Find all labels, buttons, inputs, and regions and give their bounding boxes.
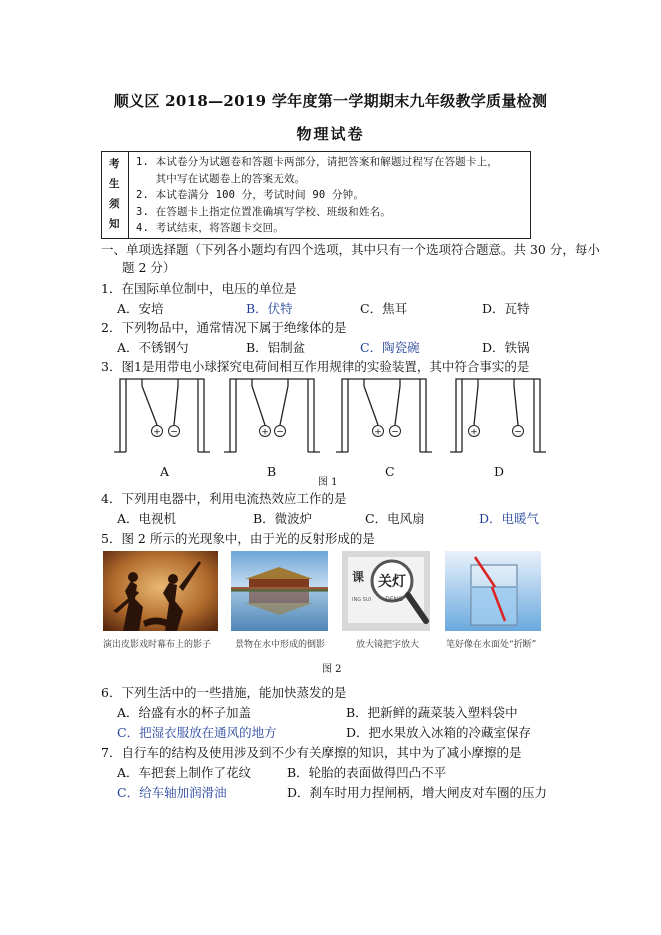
- notice-side-char: 知: [109, 218, 120, 230]
- charge-label: +: [374, 427, 382, 438]
- notice-line: 1. 本试卷分为试题卷和答题卡两部分，请把答案和解题过程写在答题卡上，: [136, 156, 498, 168]
- notice-line: 2. 本试卷满分 100 分，考试时间 90 分钟。: [136, 189, 365, 201]
- q3-option-d[interactable]: D: [494, 464, 505, 479]
- notice-lines: [136, 154, 498, 237]
- q7-option-c[interactable]: C．给车轴加润滑油: [117, 785, 227, 800]
- photo-caption: 笔好像在水面处“折断”: [446, 640, 537, 650]
- q1-option-b[interactable]: B．伏特: [246, 301, 293, 316]
- sign-magnified-text: 关灯: [378, 574, 406, 590]
- charge-label: +: [261, 427, 269, 438]
- exam-title: 顺义区 2018—2019 学年度第一学期期末九年级教学质量检测: [113, 92, 548, 110]
- q6-option-a[interactable]: A．给盛有水的杯子加盖: [117, 705, 252, 720]
- charge-label: −: [276, 427, 284, 438]
- question-6-stem: 6．下列生活中的一些措施，能加快蒸发的是: [101, 685, 347, 700]
- section-heading: 一、单项选择题（下列各小题均有四个选项，其中只有一个选项符合题意。共 30 分，每小: [101, 242, 600, 257]
- q2-option-c[interactable]: C．陶瓷碗: [360, 340, 420, 355]
- notice-side-char: 考: [109, 158, 120, 170]
- apparatus-b: [224, 379, 320, 452]
- q3-option-a[interactable]: A: [160, 464, 170, 479]
- apparatus-d: [450, 379, 546, 452]
- photo-caption: 景物在水中形成的倒影: [235, 640, 326, 650]
- q2-option-d[interactable]: D．铁锅: [482, 340, 530, 355]
- photo-caption: 演出皮影戏时幕布上的影子: [103, 640, 212, 650]
- q4-option-c[interactable]: C．电风扇: [365, 511, 425, 526]
- q1-option-c[interactable]: C．焦耳: [360, 301, 408, 316]
- question-7-stem: 7．自行车的结构及使用涉及到不少有关摩擦的知识，其中为了减小摩擦的是: [101, 745, 522, 760]
- charge-label: −: [514, 427, 522, 438]
- notice-line: 4. 考试结束，将答题卡交回。: [136, 222, 284, 234]
- q6-option-c[interactable]: C．把湿衣服放在通风的地方: [117, 725, 277, 740]
- notice-side-label: [102, 152, 129, 238]
- sign-char: 课: [352, 570, 365, 584]
- notice-side-char: 须: [109, 198, 120, 210]
- q3-option-b[interactable]: B: [267, 464, 277, 479]
- q2-option-a[interactable]: A．不锈钢勺: [117, 340, 189, 355]
- q3-option-c[interactable]: C: [385, 464, 395, 479]
- charge-label: −: [170, 427, 178, 438]
- q4-option-a[interactable]: A．电视机: [117, 511, 177, 526]
- question-4-stem: 4．下列用电器中，利用电流热效应工作的是: [101, 491, 347, 506]
- q7-option-d[interactable]: D．刹车时用力捏闸柄，增大闸皮对车圈的压力: [287, 785, 548, 800]
- charge-label: −: [391, 427, 399, 438]
- photo-caption: 放大镜把字放大: [356, 640, 420, 650]
- notice-line: 3. 在答题卡上指定位置准确填写学校、班级和姓名。: [136, 205, 391, 218]
- shadow-puppet-photo: [103, 551, 218, 631]
- question-1-stem: 1．在国际单位制中，电压的单位是: [101, 281, 297, 296]
- question-3-stem: 3．图1是用带电小球探究电荷间相互作用规律的实验装置，其中符合事实的是: [101, 359, 530, 374]
- charge-label: +: [470, 427, 478, 438]
- notice-side-char: 生: [109, 178, 120, 190]
- exam-notice-box: [101, 151, 531, 239]
- apparatus-a: [114, 379, 210, 452]
- exam-subtitle: 物理试卷: [296, 125, 365, 143]
- q6-option-b[interactable]: B．把新鲜的蔬菜装入塑料袋中: [346, 705, 518, 720]
- question-5-stem: 5．图 2 所示的光现象中，由于光的反射形成的是: [101, 531, 375, 546]
- magnifier-photo: [342, 551, 430, 631]
- q2-option-b[interactable]: B．铝制盆: [246, 340, 306, 355]
- sign-pinyin: ING SUI: [352, 597, 371, 603]
- q4-option-d[interactable]: D．电暖气: [479, 511, 540, 526]
- q7-option-b[interactable]: B．轮胎的表面做得凹凸不平: [287, 765, 447, 780]
- figure-1-apparatus: [112, 376, 552, 456]
- section-heading-cont: 题 2 分）: [122, 260, 176, 275]
- q6-option-d[interactable]: D．把水果放入冰箱的冷藏室保存: [346, 725, 532, 740]
- refraction-photo: [445, 551, 541, 631]
- apparatus-c: [336, 379, 432, 452]
- charge-label: +: [153, 427, 161, 438]
- question-2-stem: 2．下列物品中，通常情况下属于绝缘体的是: [101, 320, 347, 335]
- reflection-photo: [231, 551, 328, 631]
- notice-line: 其中写在试题卷上的答案无效。: [136, 172, 306, 185]
- sign-pinyin-2: DENG: [385, 596, 403, 603]
- q7-option-a[interactable]: A．车把套上制作了花纹: [117, 765, 252, 780]
- figure-2-label: 图 2: [322, 664, 342, 675]
- figure-1-label: 图 1: [318, 477, 338, 488]
- q1-option-d[interactable]: D．瓦特: [482, 301, 530, 316]
- q4-option-b[interactable]: B．微波炉: [253, 511, 313, 526]
- q1-option-a[interactable]: A．安培: [117, 301, 164, 316]
